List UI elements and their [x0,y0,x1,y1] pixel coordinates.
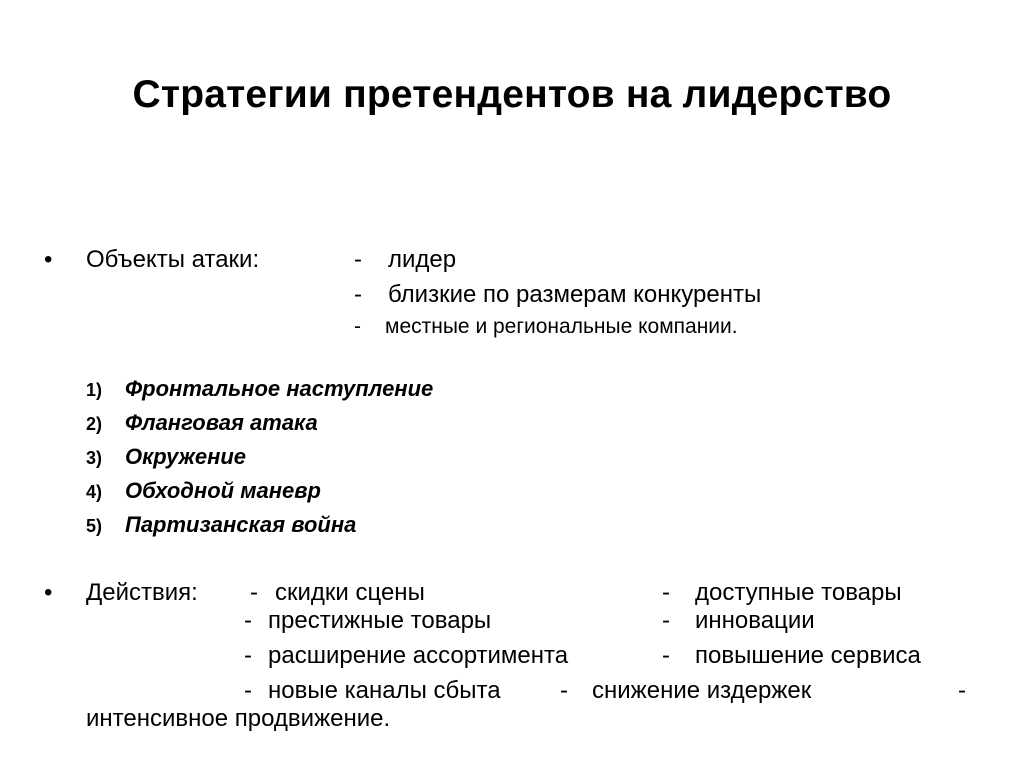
bullet-targets: • [44,246,53,273]
actions-label: Действия: [86,579,198,606]
action-affordable-goods: доступные товары [695,579,902,606]
strategy-number: 2) [86,414,103,434]
dash: - [354,246,362,273]
dash: - [560,677,568,704]
strategy-number: 5) [86,516,103,536]
action-discounts: скидки сцены [275,579,425,606]
dash: - [354,281,362,308]
dash: - [958,677,966,704]
dash: - [662,642,670,669]
target-item-local: местные и региональные компании. [385,315,738,338]
strategy-flank: Фланговая атака [125,410,318,435]
dash: - [250,579,258,606]
action-sales-channels: новые каналы сбыта [268,677,501,704]
action-prestige-goods: престижные товары [268,607,492,634]
strategy-number: 1) [86,380,103,400]
dash: - [244,677,252,704]
strategy-encirclement: Окружение [125,444,247,469]
slide-title: Стратегии претендентов на лидерство [132,73,892,116]
strategy-guerrilla: Партизанская война [125,512,357,537]
strategy-bypass: Обходной маневр [125,478,321,503]
action-assortment: расширение ассортимента [268,642,569,669]
bullet-actions: • [44,579,53,606]
dash: - [244,607,252,634]
dash: - [244,642,252,669]
strategy-number: 3) [86,448,103,468]
targets-label: Объекты атаки: [86,246,260,273]
dash: - [354,315,361,338]
action-innovations: инновации [695,607,815,634]
strategy-frontal: Фронтальное наступление [125,376,434,401]
action-cost-reduction: снижение издержек [592,677,812,704]
action-promotion: интенсивное продвижение. [86,705,391,732]
strategy-number: 4) [86,482,103,502]
dash: - [662,579,670,606]
target-item-leader: лидер [388,246,457,273]
dash: - [662,607,670,634]
action-service: повышение сервиса [695,642,921,669]
target-item-competitors: близкие по размерам конкуренты [388,281,762,308]
